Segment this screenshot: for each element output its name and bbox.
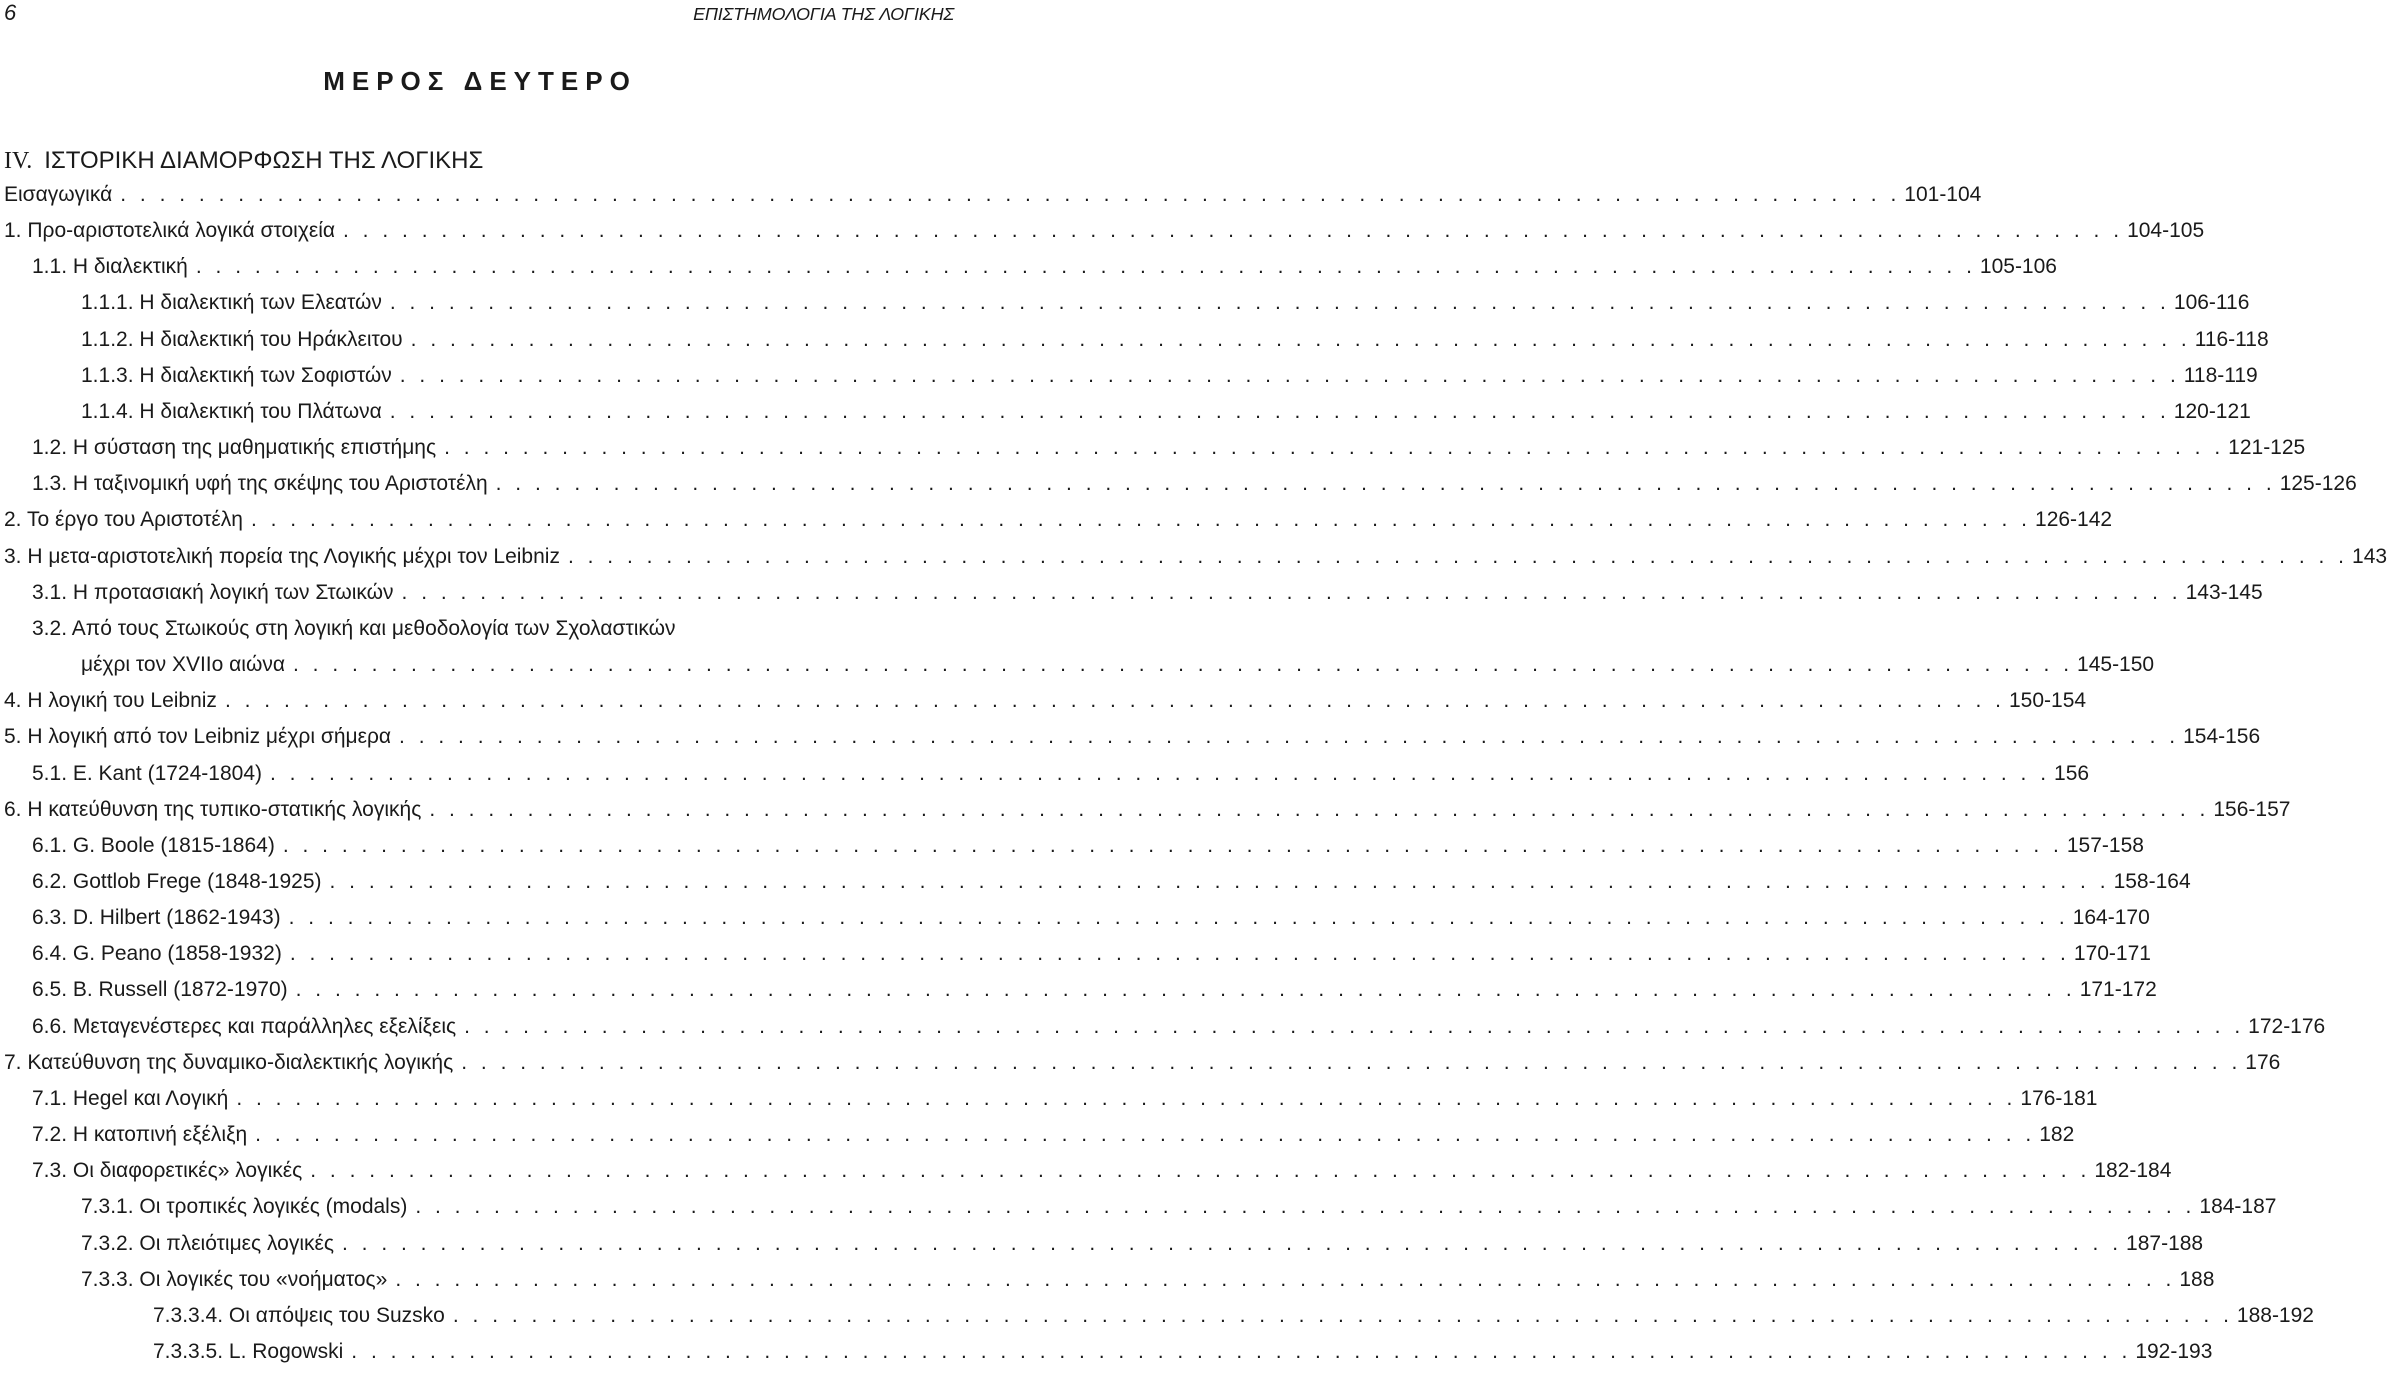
toc-entry <box>0 833 2144 870</box>
toc-entry <box>0 797 2291 834</box>
dot-leader: . . . . . . . . . . . . . . . . . . . . . . . . . . . . . . . . . . . . . . . . . . . . . . . . . . . . . . . . . . . . . . . . . . . . . . . . . . . . . . . . . . . . . . . . . . . <box>351 1340 2132 1363</box>
toc-entry <box>0 906 2150 942</box>
toc-entry <box>0 1303 2314 1340</box>
toc-entry <box>0 617 952 653</box>
dot-leader: . . . . . . . . . . . . . . . . . . . . . . . . . . . . . . . . . . . . . . . . . . . . . . . . . . . . . . . . . . . . . . . . . . . . . . . . . . . . . . . . . . . . . . . . . . . <box>461 1050 2242 1074</box>
toc-entry <box>0 1086 2098 1123</box>
toc-entry <box>0 1050 2281 1087</box>
dot-leader: . . . . . . . . . . . . . . . . . . . . . . . . . . . . . . . . . . . . . . . . . . . . . . . . . . . . . . . . . . . . . . . . . . . . . . . . . . . . . . . . . . . . . . . . . . . <box>236 1086 2017 1110</box>
chapter-name: ΙΣΤΟΡΙΚΗ ΔΙΑΜΟΡΦΩΣΗ ΤΗΣ ΛΟΓΙΚΗΣ <box>44 147 484 174</box>
toc-entry <box>0 978 2157 1014</box>
dot-leader: . . . . . . . . . . . . . . . . . . . . . . . . . . . . . . . . . . . . . . . . . . . . . . . . . . . . . . . . . . . . . . . . . . . . . . . . . . . . . . . . . . . . . . . . . . . <box>224 689 2005 713</box>
toc-pages: 158-164 <box>2113 869 2191 893</box>
toc-pages: 156 <box>2054 761 2090 785</box>
toc-label: 6.6. Μεταγενέστερες και παράλληλες εξελίξεις <box>32 1014 457 1038</box>
toc-entry <box>0 1123 2075 1159</box>
toc-label: 4. Η λογική του Leibniz <box>4 689 217 713</box>
toc-pages: 120-121 <box>2173 399 2251 423</box>
toc-label: 3.2. Από τους Στωικούς στη λογική και μεθοδολογία των Σχολαστικών <box>32 616 676 640</box>
page-number: 6 <box>4 0 17 25</box>
toc-entry <box>0 1340 2213 1376</box>
toc-pages: 143 <box>2352 544 2387 568</box>
toc-pages: 116-118 <box>2194 327 2269 351</box>
toc-entry <box>0 942 2151 978</box>
toc-pages: 188-192 <box>2236 1303 2314 1327</box>
dot-leader: . . . . . . . . . . . . . . . . . . . . . . . . . . . . . . . . . . . . . . . . . . . . . . . . . . . . . . . . . . . . . . . . . . . . . . . . . . . . . . . . . . . . . . . . . . . <box>310 1159 2091 1183</box>
dot-leader: . . . . . . . . . . . . . . . . . . . . . . . . . . . . . . . . . . . . . . . . . . . . . . . . . . . . . . . . . . . . . . . . . . . . . . . . . . . . . . . . . . . . . . . . . . . <box>295 978 2076 1002</box>
dot-leader: . . . . . . . . . . . . . . . . . . . . . . . . . . . . . . . . . . . . . . . . . . . . . . . . . . . . . . . . . . . . . . . . . . . . . . . . . . . . . . . . . . . . . . . . . . . <box>195 255 1976 279</box>
toc-pages: 164-170 <box>2072 906 2150 930</box>
toc-pages: 176-181 <box>2020 1086 2098 1110</box>
toc-entry <box>0 219 2205 255</box>
toc-entry <box>0 653 2155 689</box>
dot-leader: . . . . . . . . . . . . . . . . . . . . . . . . . . . . . . . . . . . . . . . . . . . . . . . . . . . . . . . . . . . . . . . . . . . . . . . . . . . . . . . . . . . . . . . . . . . <box>292 653 2074 677</box>
toc-label: 6.3. D. Hilbert (1862-1943) <box>32 906 281 930</box>
toc-label: 1.1.1. Η διαλεκτική των Ελεατών <box>81 291 382 315</box>
toc-pages: 182 <box>2039 1123 2075 1147</box>
toc-label: 7.3.1. Οι τροπικές λογικές (modals) <box>81 1195 408 1219</box>
toc-entry <box>0 1014 2326 1051</box>
toc-label: 6.1. G. Boole (1815-1864) <box>32 833 275 857</box>
toc-label: 6. Η κατεύθυνση της τυπικο-στατικής λογικής <box>4 797 422 821</box>
chapter-numeral: IV. <box>4 148 33 174</box>
toc-entry <box>0 761 2090 798</box>
toc-entry <box>0 1195 2277 1231</box>
toc-label: 7.3.3.5. L. Rogowski <box>153 1340 344 1363</box>
toc-pages: 171-172 <box>2079 978 2157 1002</box>
dot-leader: . . . . . . . . . . . . . . . . . . . . . . . . . . . . . . . . . . . . . . . . . . . . . . . . . . . . . . . . . . . . . . . . . . . . . . . . . . . . . . . . . . . . . . . . . . . <box>415 1195 2196 1219</box>
toc-entry <box>0 869 2191 906</box>
toc-label: μέχρι τον XVIIο αιώνα <box>81 653 285 677</box>
toc-pages: 121-125 <box>2228 436 2306 460</box>
toc-entry <box>0 508 2113 544</box>
toc-pages: 187-188 <box>2126 1231 2204 1255</box>
dot-leader: . . . . . . . . . . . . . . . . . . . . . . . . . . . . . . . . . . . . . . . . . . . . . . . . . . . . . . . . . . . . . . . . . . . . . . . . . . . . . . . . . . . . . . . . . . . <box>567 544 2349 568</box>
toc-pages: 104-105 <box>2127 219 2205 243</box>
dot-leader: . . . . . . . . . . . . . . . . . . . . . . . . . . . . . . . . . . . . . . . . . . . . . . . . . . . . . . . . . . . . . . . . . . . . . . . . . . . . . . . . . . . . . . . . . . . <box>464 1014 2245 1038</box>
dot-leader: . . . . . . . . . . . . . . . . . . . . . . . . . . . . . . . . . . . . . . . . . . . . . . . . . . . . . . . . . . . . . . . . . . . . . . . . . . . . . . . . . . . . . . . . . . . <box>389 291 2170 315</box>
toc-pages: 156-157 <box>2213 797 2291 821</box>
toc-label: 5.1. E. Kant (1724-1804) <box>32 761 262 785</box>
dot-leader: . . . . . . . . . . . . . . . . . . . . . . . . . . . . . . . . . . . . . . . . . . . . . . . . . . . . . . . . . . . . . . . . . . . . . . . . . . . . . . . . . . . . . . . . . . . <box>342 1231 2123 1255</box>
dot-leader: . . . . . . . . . . . . . . . . . . . . . . . . . . . . . . . . . . . . . . . . . . . . . . . . . . . . . . . . . . . . . . . . . . . . . . . . . . . . . . . . . . . . . . . . . . . <box>399 725 2180 749</box>
toc-label: 7. Κατεύθυνση της δυναμικο-διαλεκτικής λογικής <box>4 1050 454 1074</box>
toc-pages: 101-104 <box>1904 183 1982 206</box>
dot-leader: . . . . . . . . . . . . . . . . . . . . . . . . . . . . . . . . . . . . . . . . . . . . . . . . . . . . . . . . . . . . . . . . . . . . . . . . . . . . . . . . . . . . . . . . . . . <box>429 797 2210 821</box>
dot-leader: . . . . . . . . . . . . . . . . . . . . . . . . . . . . . . . . . . . . . . . . . . . . . . . . . . . . . . . . . . . . . . . . . . . . . . . . . . . . . . . . . . . . . . . . . . . <box>288 906 2069 930</box>
toc-pages: 192-193 <box>2135 1340 2213 1363</box>
part-title: ΜΕΡΟΣ ΔΕΥΤΕΡΟ <box>323 66 637 96</box>
toc-entry <box>0 363 2258 400</box>
toc-entry <box>0 327 2269 364</box>
toc-pages: 184-187 <box>2199 1195 2277 1219</box>
toc-entry <box>0 436 2306 472</box>
toc-pages: 170-171 <box>2073 942 2151 966</box>
toc-entry <box>0 689 2087 725</box>
dot-leader: . . . . . . . . . . . . . . . . . . . . . . . . . . . . . . . . . . . . . . . . . . . . . . . . . . . . . . . . . . . . . . . . . . . . . . . . . . . . . . . . . . . . . . . . . . . <box>329 869 2110 893</box>
toc-label: 1.1.3. Η διαλεκτική των Σοφιστών <box>81 363 392 387</box>
toc-label: 5. Η λογική από τον Leibniz μέχρι σήμερα <box>4 725 392 749</box>
toc-entry <box>0 183 1982 219</box>
toc-pages: 182-184 <box>2094 1159 2172 1183</box>
toc-pages: 125-126 <box>2279 472 2357 496</box>
toc-pages: 105-106 <box>1979 255 2057 279</box>
toc-label: 1. Προ-αριστοτελικά λογικά στοιχεία <box>4 219 336 243</box>
dot-leader: . . . . . . . . . . . . . . . . . . . . . . . . . . . . . . . . . . . . . . . . . . . . . . . . . . . . . . . . . . . . . . . . . . . . . . . . . . . . . . . . . . . . . . . . . . . <box>399 363 2180 387</box>
chapter-title <box>4 147 483 175</box>
toc-entry <box>0 399 2251 436</box>
toc-label: 6.5. B. Russell (1872-1970) <box>32 978 288 1002</box>
toc-pages: 172-176 <box>2248 1014 2326 1038</box>
dot-leader: . . . . . . . . . . . . . . . . . . . . . . . . . . . . . . . . . . . . . . . . . . . . . . . . . . . . . . . . . . . . . . . . . . . . . . . . . . . . . . . . . . . . . . . . . . . <box>250 508 2032 532</box>
toc-entry <box>0 1159 2172 1195</box>
toc-label: 1.1.4. Η διαλεκτική του Πλάτωνα <box>81 399 382 423</box>
toc-label: 7.3.3. Οι λογικές του «νοήματος» <box>81 1267 388 1291</box>
dot-leader: . . . . . . . . . . . . . . . . . . . . . . . . . . . . . . . . . . . . . . . . . . . . . . . . . . . . . . . . . . . . . . . . . . . . . . . . . . . . . . . . . . . . . . . . . . . <box>389 399 2170 423</box>
toc-entry <box>0 1267 2215 1304</box>
dot-leader: . . . . . . . . . . . . . . . . . . . . . . . . . . . . . . . . . . . . . . . . . . . . . . . . . . . . . . . . . . . . . . . . . . . . . . . . . . . . . . . . . . . . . . . . . . . <box>495 472 2276 496</box>
toc-label: 7.3.3.4. Οι απόψεις του Suzsko <box>153 1303 445 1327</box>
toc-label: 7.1. Hegel και Λογική <box>32 1086 229 1110</box>
dot-leader: . . . . . . . . . . . . . . . . . . . . . . . . . . . . . . . . . . . . . . . . . . . . . . . . . . . . . . . . . . . . . . . . . . . . . . . . . . . . . . . . . . . . . . . . . . . <box>120 183 1901 206</box>
toc-label: 1.3. Η ταξινομική υφή της σκέψης του Αριστοτέλη <box>32 472 488 496</box>
toc-label: 3. Η μετα-αριστοτελική πορεία της Λογικής μέχρι τον Leibniz <box>4 544 560 568</box>
dot-leader: . . . . . . . . . . . . . . . . . . . . . . . . . . . . . . . . . . . . . . . . . . . . . . . . . . . . . . . . . . . . . . . . . . . . . . . . . . . . . . . . . . . . . . . . . . . <box>282 833 2063 857</box>
toc-label: 7.2. Η κατοπινή εξέλιξη <box>32 1123 248 1147</box>
dot-leader: . . . . . . . . . . . . . . . . . . . . . . . . . . . . . . . . . . . . . . . . . . . . . . . . . . . . . . . . . . . . . . . . . . . . . . . . . . . . . . . . . . . . . . . . . . . <box>410 327 2191 351</box>
dot-leader: . . . . . . . . . . . . . . . . . . . . . . . . . . . . . . . . . . . . . . . . . . . . . . . . . . . . . . . . . . . . . . . . . . . . . . . . . . . . . . . . . . . . . . . . . . . <box>289 942 2070 966</box>
dot-leader: . . . . . . . . . . . . . . . . . . . . . . . . . . . . . . . . . . . . . . . . . . . . . . . . . . . . . . . . . . . . . . . . . . . . . . . . . . . . . . . . . . . . . . . . . . . <box>452 1303 2233 1327</box>
dot-leader: . . . . . . . . . . . . . . . . . . . . . . . . . . . . . . . . . . . . . . . . . . . . . . . . . . . . . . . . . . . . . . . . . . . . . . . . . . . . . . . . . . . . . . . . . . . <box>401 580 2182 604</box>
toc-label: 6.2. Gottlob Frege (1848-1925) <box>32 869 322 893</box>
toc-pages: 188 <box>2179 1267 2215 1291</box>
dot-leader: . . . . . . . . . . . . . . . . . . . . . . . . . . . . . . . . . . . . . . . . . . . . . . . . . . . . . . . . . . . . . . . . . . . . . . . . . . . . . . . . . . . . . . . . . . . <box>444 436 2225 460</box>
toc-pages: 157-158 <box>2066 833 2144 857</box>
toc-entry <box>0 544 2387 581</box>
toc-pages: 145-150 <box>2077 653 2155 677</box>
toc-label: 1.1.2. Η διαλεκτική του Ηράκλειτου <box>81 327 403 351</box>
dot-leader: . . . . . . . . . . . . . . . . . . . . . . . . . . . . . . . . . . . . . . . . . . . . . . . . . . . . . . . . . . . . . . . . . . . . . . . . . . . . . . . . . . . . . . . . . . . <box>270 761 2051 785</box>
toc-entry <box>0 1231 2204 1268</box>
toc-label: 1.1. Η διαλεκτική <box>32 255 188 279</box>
toc-entry <box>0 472 2357 508</box>
dot-leader: . . . . . . . . . . . . . . . . . . . . . . . . . . . . . . . . . . . . . . . . . . . . . . . . . . . . . . . . . . . . . . . . . . . . . . . . . . . . . . . . . . . . . . . . . . . <box>395 1267 2176 1291</box>
table-of-contents <box>0 183 2387 1376</box>
running-header: ΕΠΙΣΤΗΜΟΛΟΓΙΑ ΤΗΣ ΛΟΓΙΚΗΣ <box>693 4 954 24</box>
toc-label: Εισαγωγικά <box>4 183 113 206</box>
toc-entry <box>0 255 2057 291</box>
toc-label: 7.3.2. Οι πλειότιμες λογικές <box>81 1231 334 1255</box>
toc-label: 2. Το έργο του Αριστοτέλη <box>4 508 243 532</box>
toc-pages: 150-154 <box>2008 689 2087 713</box>
toc-label: 3.1. Η προτασιακή λογική των Στωικών <box>32 580 394 604</box>
toc-entry <box>0 580 2263 617</box>
toc-pages: 143-145 <box>2185 580 2263 604</box>
toc-pages: 126-142 <box>2035 508 2113 532</box>
dot-leader: . . . . . . . . . . . . . . . . . . . . . . . . . . . . . . . . . . . . . . . . . . . . . . . . . . . . . . . . . . . . . . . . . . . . . . . . . . . . . . . . . . . . . . . . . . . <box>343 219 2124 243</box>
toc-pages: 176 <box>2245 1050 2281 1074</box>
toc-entry <box>0 725 2261 761</box>
toc-label: 6.4. G. Peano (1858-1932) <box>32 942 282 966</box>
dot-leader: . . . . . . . . . . . . . . . . . . . . . . . . . . . . . . . . . . . . . . . . . . . . . . . . . . . . . . . . . . . . . . . . . . . . . . . . . . . . . . . . . . . . . . . . . . . <box>255 1123 2036 1147</box>
toc-label: 7.3. Οι διαφορετικές» λογικές <box>32 1159 303 1183</box>
toc-label: 1.2. Η σύσταση της μαθηματικής επιστήμης <box>32 436 437 460</box>
toc-pages: 106-116 <box>2173 291 2250 315</box>
toc-pages: 154-156 <box>2183 725 2261 749</box>
toc-entry <box>0 291 2250 327</box>
toc-pages: 118-119 <box>2183 363 2258 387</box>
